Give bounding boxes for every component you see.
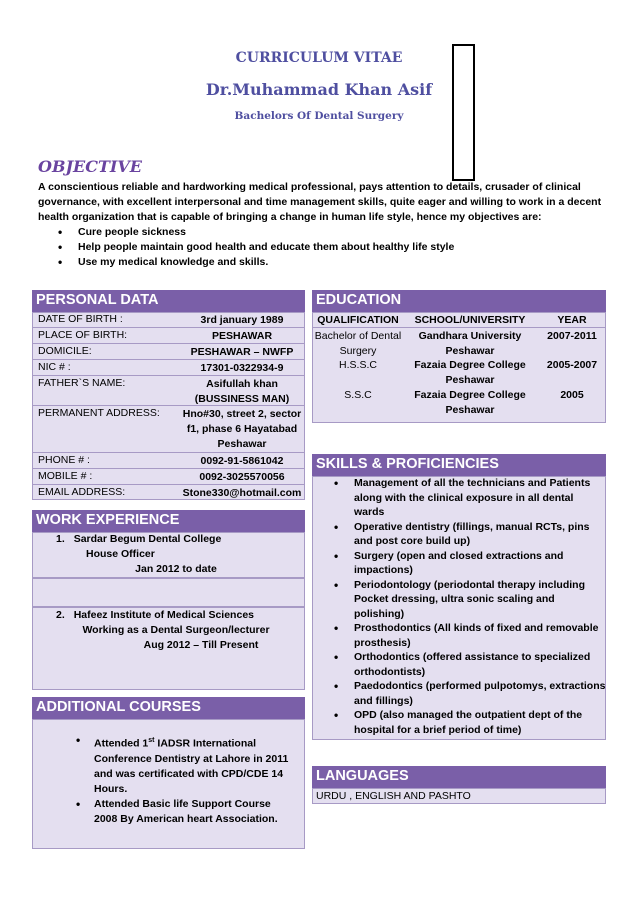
skill-item: • Paedodontics (performed pulpotomys, extractions and fillings) [316, 679, 606, 708]
objective-item: • Cure people sickness [38, 225, 603, 240]
course-item [56, 733, 296, 797]
edu-school: Fazaia Degree College Peshawar [414, 359, 526, 386]
edu-year: 2005 [560, 389, 584, 401]
objective-item: • Help people maintain good health and educate them about healthy life style [38, 240, 603, 255]
edu-school: Fazaia Degree College Peshawar [414, 389, 526, 416]
phone-label: PHONE # : [38, 454, 90, 466]
work-role: House Officer [86, 548, 155, 560]
pob-value: PESHAWAR [211, 330, 273, 342]
courses-list [56, 733, 296, 827]
work-item-2 [56, 608, 296, 653]
skill-item: • OPD (also managed the outpatient dept of the hospital for a brief period of time) [316, 708, 606, 737]
address-value: Hno#30, street 2, sector f1, phase 6 Hayatabad Peshawar [182, 408, 302, 450]
course-text: Attended 1 [94, 737, 149, 750]
personal-data-heading: PERSONAL DATA [32, 290, 305, 312]
objective-text: A conscientious reliable and hardworking medical professional, pays attention to details, crusader of clinical governance, with excellent interpersonal and time management skills, quite eager and willing to work in a decent health organization that is capable of bringing a change in human life style, hence my objectives are: [38, 181, 602, 223]
work-number: 2. [56, 609, 65, 621]
email-label: EMAIL ADDRESS: [38, 486, 126, 498]
photo-placeholder [452, 44, 475, 181]
edu-col-school: SCHOOL/UNIVERSITY [414, 314, 526, 326]
work-place: Hafeez Institute of Medical Sciences [73, 609, 254, 621]
languages-heading: LANGUAGES [312, 766, 606, 788]
work-item-1 [56, 532, 296, 577]
father-value: Asifullah khan (BUSSINESS MAN) [194, 378, 290, 405]
skill-item: • Orthodontics (offered assistance to specialized orthodontists) [316, 650, 606, 679]
work-place: Sardar Begum Dental College [73, 533, 222, 545]
pob-label: PLACE OF BIRTH: [38, 329, 128, 341]
edu-qualification: Bachelor of Dental Surgery [314, 330, 402, 357]
edu-school: Gandhara University Peshawar [418, 330, 522, 357]
additional-courses-heading: ADDITIONAL COURSES [32, 697, 305, 719]
skill-item: • Operative dentistry (fillings, manual RCTs, pins and post core build up) [316, 520, 606, 549]
course-sup: st [148, 737, 155, 744]
edu-qualification: H.S.S.C [339, 359, 377, 371]
skills-list [316, 476, 606, 737]
edu-col-year: YEAR [557, 314, 587, 326]
objective-list [38, 225, 603, 270]
edu-year: 2005-2007 [546, 359, 598, 371]
dob-value: 3rd january 1989 [200, 314, 284, 326]
course-text: IADSR International Conference Dentistry at Lahore in 2011 and was certificated with CPD/CDE 14 Hours. [94, 737, 289, 795]
nic-value: 17301-0322934-9 [200, 362, 284, 374]
phone-value: 0092-91-5861042 [200, 455, 284, 467]
work-period: Aug 2012 – Till Present [143, 639, 259, 651]
work-role: Working as a Dental Surgeon/lecturer [82, 624, 270, 636]
work-experience-heading: WORK EXPERIENCE [32, 510, 305, 532]
nic-label: NIC # : [38, 361, 71, 373]
candidate-name: Dr.Muhammad Khan Asif [205, 80, 433, 99]
work-number: 1. [56, 533, 65, 545]
candidate-degree: Bachelors Of Dental Surgery [234, 110, 404, 122]
education-heading: EDUCATION [312, 290, 606, 312]
mobile-value: 0092-3025570056 [199, 471, 285, 483]
course-item: • Attended Basic life Support Course 2008 By American heart Association. [56, 797, 296, 827]
father-label: FATHER`S NAME: [38, 377, 126, 389]
address-label: PERMANENT ADDRESS: [38, 407, 160, 419]
work-panel-spacer [32, 578, 305, 607]
dob-label: DATE OF BIRTH : [38, 313, 123, 325]
work-period: Jan 2012 to date [135, 563, 217, 575]
skill-item: • Management of all the technicians and Patients along with the clinical exposure in all dental wards [316, 476, 606, 520]
objective-heading: OBJECTIVE [38, 157, 142, 176]
domicile-label: DOMICILE: [38, 345, 92, 357]
objective-item: • Use my medical knowledge and skills. [38, 255, 603, 270]
skill-item: • Prosthodontics (All kinds of fixed and removable prosthesis) [316, 621, 606, 650]
cv-title: CURRICULUM VITAE [235, 50, 403, 66]
edu-year: 2007-2011 [547, 330, 597, 342]
mobile-label: MOBILE # : [38, 470, 93, 482]
edu-col-qualification: QUALIFICATION [317, 314, 399, 326]
languages-text: URDU , ENGLISH AND PASHTO [316, 790, 471, 802]
domicile-value: PESHAWAR – NWFP [190, 346, 294, 358]
edu-qualification: S.S.C [344, 389, 372, 401]
email-value: Stone330@hotmail.com [182, 487, 302, 499]
skill-item: • Periodontology (periodontal therapy including Pocket dressing, ultra sonic scaling and polishing) [316, 578, 606, 622]
skills-heading: SKILLS & PROFICIENCIES [312, 454, 606, 476]
skill-item: • Surgery (open and closed extractions and impactions) [316, 549, 606, 578]
